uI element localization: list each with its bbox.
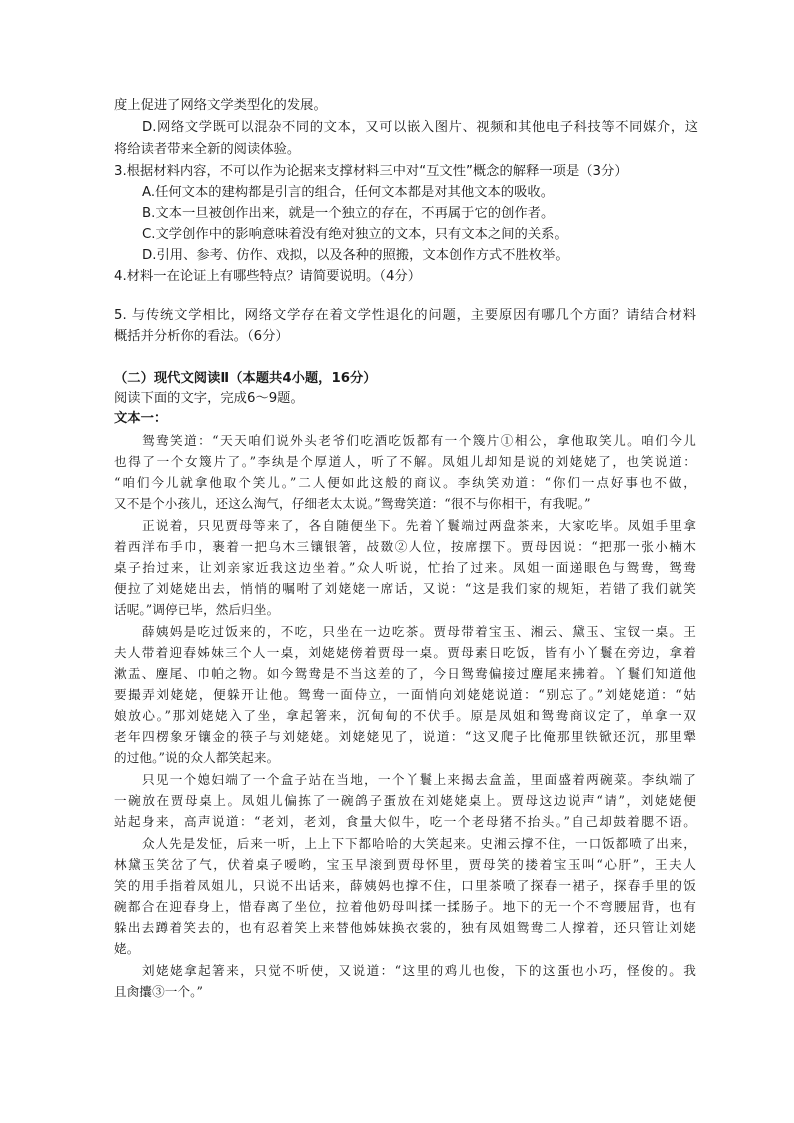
passage-line: 正说着，只见贾母等来了，各自随便坐下。先着丫鬟端过两盘茶来，大家吃毕。凤姐手里拿 (142, 518, 696, 533)
option-a: A.任何文本的建构都是引言的组合，任何文本都是对其他文本的吸收。 (142, 185, 554, 200)
text-line: 将给读者带来全新的阅读体验。 (114, 142, 301, 157)
passage-line: 且肏攮③一个。” (114, 984, 204, 999)
passage-line: 林黛玉笑岔了气，伏着桌子嗳哟，宝玉早滚到贾母怀里，贾母笑的搂着宝玉叫“心肝”，王夫人 (114, 857, 696, 872)
passage-line: 站起身来，高声说道：“老刘，老刘，食量大似牛，吃一个老母猪不抬头。”自己却鼓着腮不语。 (114, 814, 696, 829)
text-line: 度上促进了网络文学类型化的发展。 (114, 98, 327, 113)
passage-line: 薛姨妈是吃过饭来的，不吃，只坐在一边吃茶。贾母带着宝玉、湘云、黛玉、宝钗一桌。王 (142, 624, 696, 639)
passage-line: 要撮弄刘姥姥，便躲开让他。鸳鸯一面侍立，一面悄向刘姥姥说道：“别忘了。”刘姥姥道：“姑 (114, 687, 696, 702)
passage-line: 只见一个媳妇端了一个盒子站在当地，一个丫鬟上来揭去盒盖，里面盛着两碗菜。李纨端了 (142, 772, 696, 787)
option-c: C.文学创作中的影响意味着没有绝对独立的文本，只有文本之间的关系。 (142, 227, 568, 242)
passage-line: 刘姥姥拿起箸来，只觉不听使，又说道：“这里的鸡儿也俊，下的这蛋也小巧，怪俊的。我 (142, 963, 696, 978)
option-b: B.文本一旦被创作出来，就是一个独立的存在，不再属于它的创作者。 (142, 206, 555, 221)
passage-line: 笑的用手指着凤姐儿，只说不出话来，薛姨妈也撑不住，口里茶喷了探春一裙子，探春手里的饭 (114, 878, 696, 893)
passage-line: 话呢。”调停已毕，然后归坐。 (114, 602, 280, 617)
passage-line: “咱们今儿就拿他取个笑儿。”二人便如此这般的商议。李纨笑劝道：“你们一点好事也不做， (114, 475, 696, 490)
passage-line: 夫人带着迎春姊妹三个人一桌，刘姥姥傍着贾母一桌。贾母素日吃饭，皆有小丫鬟在旁边，拿着 (114, 645, 696, 660)
passage-line: 躲出去蹲着笑去的，也有忍着笑上来替他姊妹换衣裳的，独有凤姐鸳鸯二人撑着，还只管让刘姥 (114, 920, 696, 935)
question-5-line: 概括并分析你的看法。（6分） (114, 329, 289, 344)
passage-line: 又不是个小孩儿，还这么淘气，仔细老太太说。”鸳鸯笑道：“很不与你相干，有我呢。” (114, 496, 591, 511)
option-d: D.引用、参考、仿作、戏拟，以及各种的照搬，文本创作方式不胜枚举。 (142, 248, 569, 263)
passage-line: 姥。 (114, 941, 140, 956)
passage-line: 老年四楞象牙镶金的筷子与刘姥姥。刘姥姥见了，说道：“这叉爬子比俺那里铁锨还沉，那里犟 (114, 729, 696, 744)
passage-line: 的过他。”说的众人都笑起来。 (114, 750, 280, 765)
passage-line: 漱盂、麈尾、巾帕之物。如今鸳鸯是不当这差的了，今日鸳鸯偏接过麈尾来拂着。丫鬟们知道他 (114, 666, 696, 681)
passage-line: 桌子抬过来，让刘亲家近我这边坐着。”众人听说，忙抬了过来。凤姐一面递眼色与鸳鸯，鸳鸯 (114, 560, 696, 575)
passage-line: 众人先是发怔，后来一听，上上下下都哈哈的大笑起来。史湘云撑不住，一口饭都喷了出来， (142, 836, 696, 851)
text-line: D.网络文学既可以混杂不同的文本，又可以嵌入图片、视频和其他电子科技等不同媒介，这 (142, 120, 698, 135)
passage-line: 着西洋布手巾，裹着一把乌木三镶银箸，敁敪②人位，按席摆下。贾母因说：“把那一张小楠木 (114, 539, 696, 554)
passage-line: 也得了一个女篾片了。”李纨是个厚道人，听了不解。凤姐儿却知是说的刘姥姥了，也笑说道： (114, 454, 696, 469)
question-5-line: 5. 与传统文学相比，网络文学存在着文学性退化的问题，主要原因有哪几个方面？请结合材料 (114, 308, 696, 323)
passage-line: 便拉了刘姥姥出去，悄悄的嘱咐了刘姥姥一席话，又说：“这是我们家的规矩，若错了我们就笑 (114, 581, 696, 596)
question-3-stem: 3.根据材料内容，不可以作为论据来支撑材料三中对“互文性”概念的解释一项是（3分） (114, 164, 628, 179)
text-one-label: 文本一： (114, 411, 168, 426)
passage-line: 一碗放在贾母桌上。凤姐儿偏拣了一碗鸽子蛋放在刘姥姥桌上。贾母这边说声“请”，刘姥姥便 (114, 793, 696, 808)
section-heading: （二）现代文阅读Ⅱ（本题共4小题，16分） (114, 371, 377, 386)
section-instruction: 阅读下面的文字，完成6～9题。 (114, 391, 304, 406)
passage-line: 鸳鸯笑道：“天天咱们说外头老爷们吃酒吃饭都有一个篾片①相公，拿他取笑儿。咱们今儿 (142, 433, 696, 448)
passage-line: 碗都合在迎春身上，惜春离了坐位，拉着他奶母叫揉一揉肠子。地下的无一个不弯腰屈背，也有 (114, 899, 696, 914)
question-4: 4.材料一在论证上有哪些特点？请简要说明。（4分） (114, 269, 422, 284)
passage-line: 娘放心。”那刘姥姥入了坐，拿起箸来，沉甸甸的不伏手。原是凤姐和鸳鸯商议定了，单拿一双 (114, 708, 696, 723)
